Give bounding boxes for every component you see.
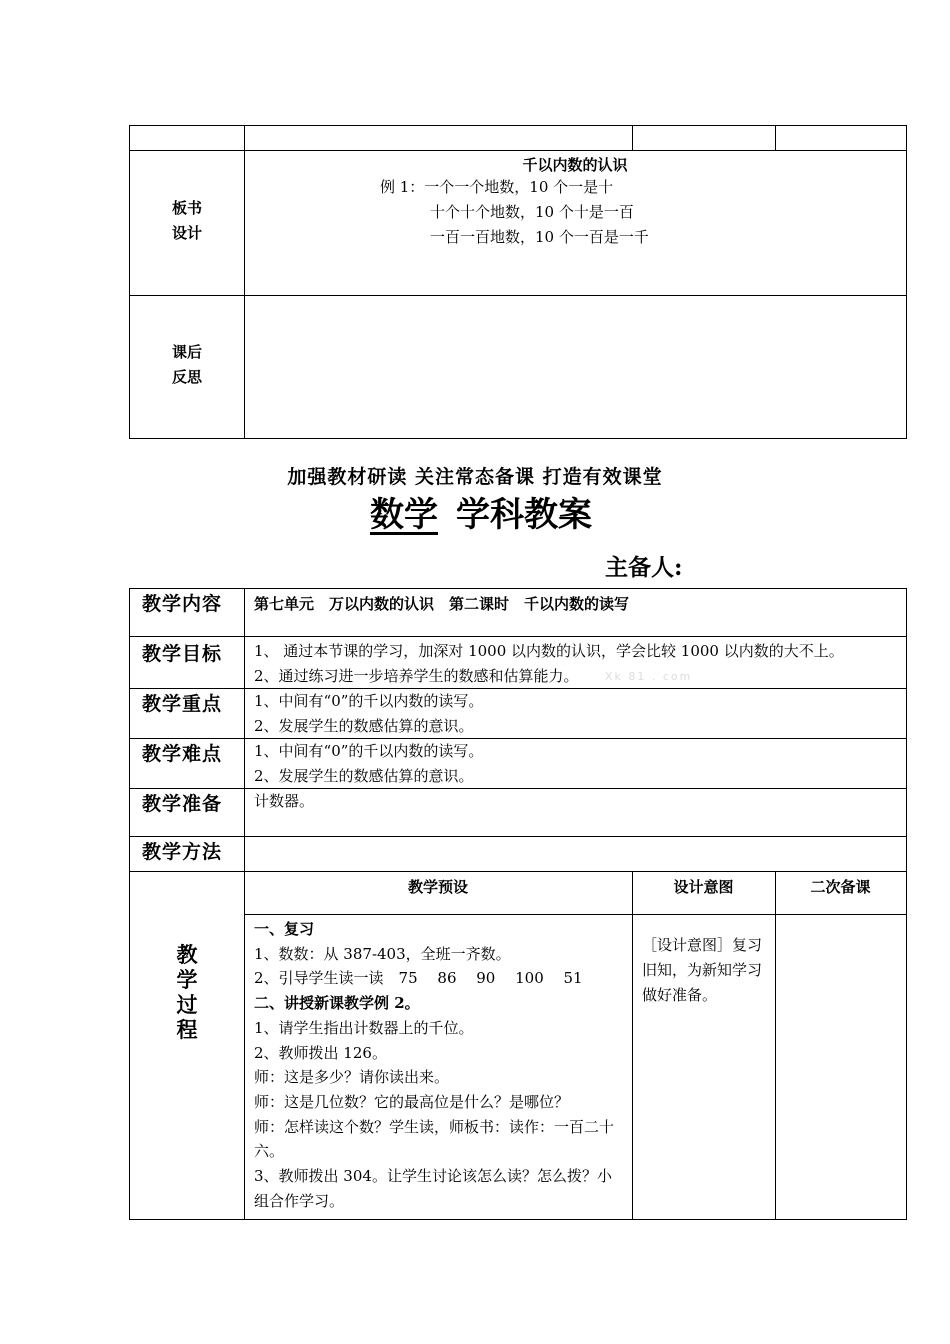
board-line: 十个十个地数，10 个十是一百 — [430, 203, 634, 221]
difficult-point-item: 2、发展学生的数感估算的意识。 — [254, 767, 474, 785]
col-header-plan: 教学预设 — [407, 878, 468, 896]
method-label: 教学方法 — [142, 841, 223, 863]
process-line: 师：怎样读这个数？学生读，师板书：读作：一百二十六。 — [254, 1117, 615, 1161]
goal-item: 2、通过练习进一步培养学生的数感和估算能力。 — [254, 667, 579, 685]
process-line: 1、数数：从 387-403，全班一齐数。 — [254, 944, 511, 963]
key-point-item: 2、发展学生的数感估算的意识。 — [254, 717, 474, 735]
process-line: 1、请学生指出计数器上的千位。 — [254, 1018, 474, 1037]
content-value: 第七单元 万以内数的认识 第二课时 千以内数的读写 — [254, 595, 630, 613]
key-points-label: 教学重点 — [142, 693, 223, 715]
board-line: 一百一百地数，10 个一百是一千 — [430, 228, 649, 246]
difficult-point-item: 1、中间有“0”的千以内数的读写。 — [254, 742, 484, 760]
prep-label: 教学准备 — [142, 793, 223, 815]
prep-value: 计数器。 — [254, 792, 315, 810]
doc-title-subject: 数学 — [370, 495, 438, 535]
col-header-second-prep: 二次备课 — [810, 878, 871, 896]
goals-label: 教学目标 — [142, 643, 223, 665]
design-intent: ［设计意图］复习旧知，为新知学习做好准备。 — [642, 936, 763, 1004]
board-design-label: 板书 设计 — [171, 199, 202, 242]
process-line: 二、讲授新课教学例 2。 — [254, 994, 420, 1013]
process-line: 2、引导学生读一读 75 86 90 100 51 — [254, 969, 583, 988]
process-line: 师：这是几位数？它的最高位是什么？是哪位？ — [254, 1092, 570, 1111]
board-title: 千以内数的认识 — [522, 156, 628, 174]
goal-item: 1、 通过本节课的学习，加深对 1000 以内数的认识，学会比较 1000 以内数的大不上。 — [254, 642, 844, 660]
doc-title-rest: 学科教案 — [456, 495, 592, 535]
preparer-label: 主备人: — [605, 554, 683, 581]
content-label: 教学内容 — [142, 593, 223, 615]
difficult-points-label: 教学难点 — [142, 743, 223, 765]
reflection-label: 课后 反思 — [171, 343, 202, 386]
doc-title — [352, 490, 592, 540]
process-line: 一、复习 — [254, 920, 315, 938]
key-point-item: 1、中间有“0”的千以内数的读写。 — [254, 692, 484, 710]
process-label: 教 学 过 程 — [176, 942, 198, 1042]
process-content — [254, 917, 626, 1213]
col-header-intent: 设计意图 — [673, 878, 734, 896]
process-line: 3、教师拨出 304。让学生讨论该怎么读？怎么拨？小组合作学习。 — [254, 1167, 612, 1210]
process-line: 师：这是多少？请你读出来。 — [254, 1068, 450, 1087]
watermark: Xk 81 . com — [605, 670, 693, 683]
slogan: 加强教材研读 关注常态备课 打造有效课堂 — [287, 466, 663, 488]
board-line: 例 1：一个一个地数，10 个一是十 — [380, 178, 614, 196]
process-line: 2、教师拨出 126。 — [254, 1043, 387, 1062]
